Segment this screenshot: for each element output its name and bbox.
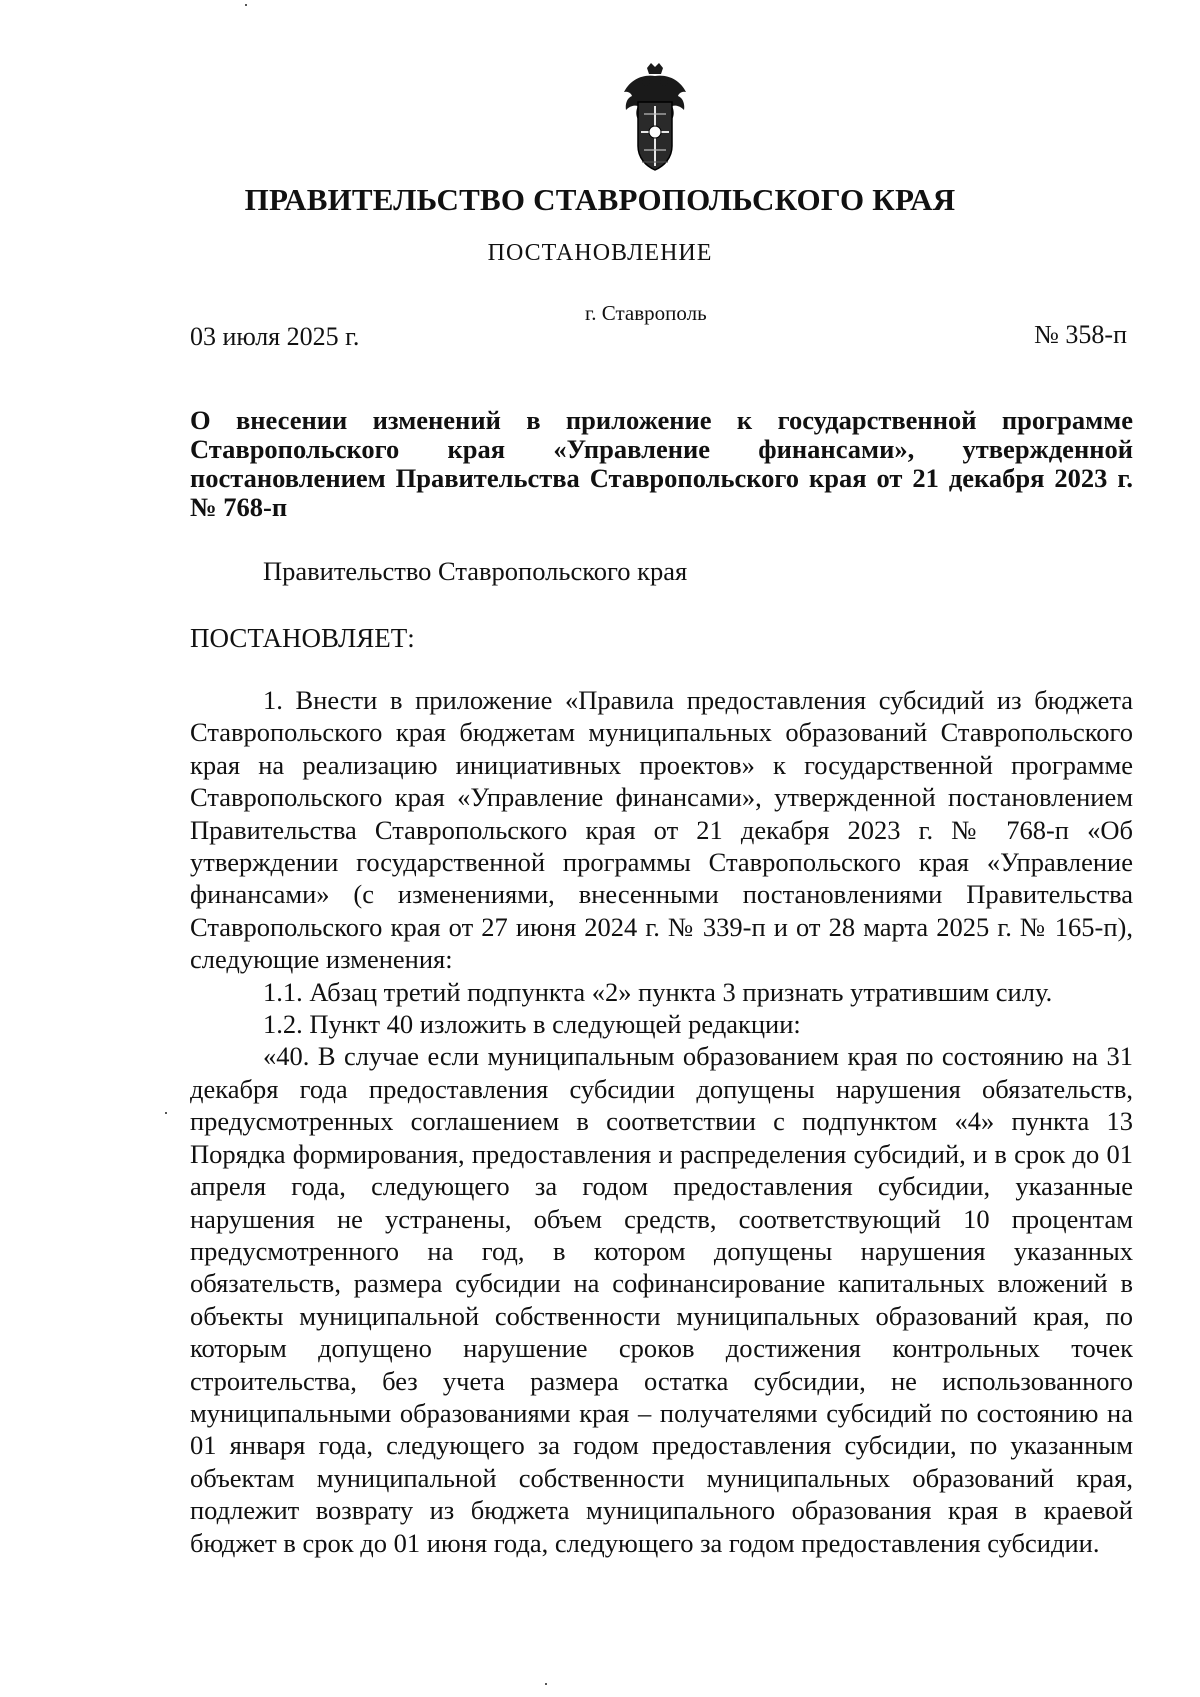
government-title: ПРАВИТЕЛЬСТВО СТАВРОПОЛЬСКОГО КРАЯ: [244, 182, 956, 217]
document-date: 03 июля 2025 г.: [190, 322, 360, 351]
paragraph-1-2: 1.2. Пункт 40 изложить в следующей редакции:: [263, 1009, 801, 1040]
coat-of-arms-emblem: [620, 62, 690, 174]
paragraph-1-1: 1.1. Абзац третий подпункта «2» пункта 3 признать утратившим силу.: [263, 976, 1053, 1007]
scan-speck: [545, 1683, 547, 1685]
document-body: [190, 684, 1133, 1559]
document-number: № 358-п: [1034, 320, 1127, 349]
paragraph-40: «40. В случае если муниципальным образованием края по состоянию на 31 декабря года предоставления субсидии допущены нарушения обязательств, предусмотренных соглашением в соответствии с подпунктом «4» пункта 13 Порядка формирования, предоставления и распределения субсидий, и в срок до 01 апреля года, следующего за годом предоставления субсидии, указанные нарушения не устранены, объем средств, соответствующий 10 процентам предусмотренного на год, в котором допущены нарушения указанных обязательств, размера субсидии на софинансирование капитальных вложений в объекты муниципальной собственности муниципальных образований края, по которым допущено нарушение сроков достижения контрольных точек строительства, без учета размера остатка субсидии, не использованного муниципальными образованиями края – получателями субсидий по состоянию на 01 января года, следующего за годом предоставления субсидии, по указанным объектам муниципальной собственности муниципальных образований края, подлежит возврату из бюджета муниципального образования края в краевой бюджет в срок до 01 июня года, следующего за годом предоставления субсидии.: [190, 1041, 1133, 1558]
preamble-resolves: ПОСТАНОВЛЯЕТ:: [190, 623, 415, 653]
scan-speck: [165, 1112, 167, 1114]
scan-speck: [245, 4, 247, 6]
document-subject: О внесении изменений в приложение к государственной программе Ставропольского края «Управление финансами», утвержденной постановлением Правительства Ставропольского края от 21 декабря 2023 г. № 768-п: [190, 405, 1133, 522]
city: г. Ставрополь: [585, 301, 707, 325]
preamble-government-name: Правительство Ставропольского края: [263, 556, 688, 586]
paragraph-1: 1. Внести в приложение «Правила предоставления субсидий из бюджета Ставропольского края бюджетам муниципальных образований Ставропольского края на реализацию инициативных проектов» к государственной программе Ставропольского края «Управление финансами», утвержденной постановлением Правительства Ставропольского края от 21 декабря 2023 г. № 768-п «Об утверждении государственной программы Ставропольского края «Управление финансами» (с изменениями, внесенными постановлениями Правительства Ставропольского края от 27 июня 2024 г. № 339-п и от 28 марта 2025 г. № 165-п), следующие изменения:: [190, 685, 1133, 975]
document-type: ПОСТАНОВЛЕНИЕ: [487, 240, 713, 266]
